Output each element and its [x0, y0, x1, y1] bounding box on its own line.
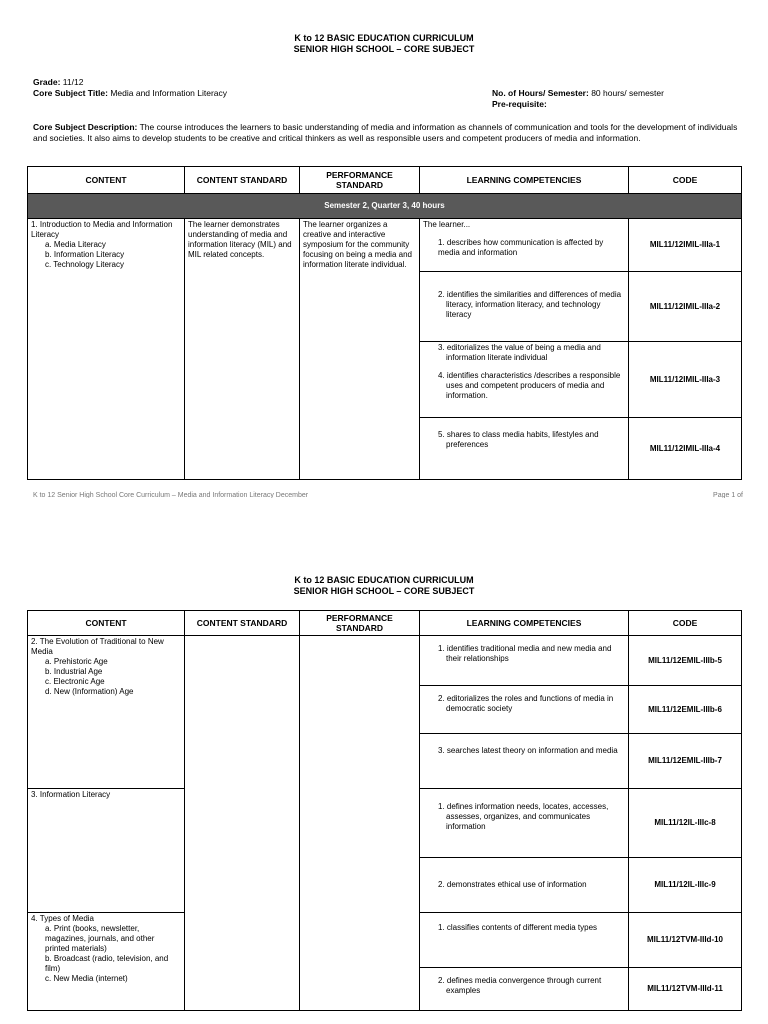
content-title: 2. The Evolution of Traditional to New Media [31, 637, 164, 656]
document-page-2 [0, 530, 768, 1024]
competency-table-page-1 [27, 166, 742, 480]
semester-row [28, 194, 742, 219]
competency-cell: 1. identifies traditional media and new media and their relationships [420, 636, 629, 686]
subject-title-label: Core Subject Title: [33, 88, 108, 98]
hours-value: 80 hours/ semester [591, 88, 664, 98]
page-footer [33, 489, 743, 498]
content-standard-cell: The learner demonstrates understanding of media and information literacy (MIL) and MIL related concepts. [185, 219, 300, 480]
competency-cell: 2. editorializes the roles and functions of media in democratic society [420, 686, 629, 734]
competency-cell: 1. defines information needs, locates, accesses, assesses, organizes, and communicates information [420, 789, 629, 858]
competency-cell: 3. editorializes the value of being a media and information literate individual 4. identifies characteristics /describes a responsible uses and competent producers of media and information. [420, 342, 629, 418]
content-title: 1. Introduction to Media and Information Literacy [31, 220, 173, 239]
competency-table-page-2 [27, 610, 742, 1011]
description-text: The course introduces the learners to basic understanding of media and information as channels of communication and tools for the development of individuals and societies. It also aims to develop students to be creative and critical thinkers as well as responsible users and competent producers of media and information. [33, 122, 738, 143]
curriculum-subtitle: SENIOR HIGH SCHOOL – CORE SUBJECT [293, 44, 475, 54]
hours-line [492, 88, 664, 99]
content-item: d. New (Information) Age [45, 687, 134, 696]
competency-cell: 3. searches latest theory on information and media [420, 734, 629, 789]
content-cell [28, 219, 185, 480]
competency-cell: 2. demonstrates ethical use of information [420, 858, 629, 913]
code-cell: MIL11/12IMIL-IIIa-4 [629, 418, 742, 480]
subject-title-value: Media and Information Literacy [110, 88, 228, 98]
curriculum-title: K to 12 BASIC EDUCATION CURRICULUM [294, 33, 474, 43]
code-cell: MIL11/12IL-IIIc-8 [629, 789, 742, 858]
performance-standard-cell [300, 636, 420, 1011]
header-content: CONTENT [28, 611, 185, 636]
footer-page-number: Page 1 of [713, 492, 743, 498]
table-row [28, 219, 742, 272]
header-code: CODE [629, 167, 742, 194]
curriculum-subtitle: SENIOR HIGH SCHOOL – CORE SUBJECT [293, 586, 475, 596]
header-learning-competencies: LEARNING COMPETENCIES [420, 611, 629, 636]
content-cell [28, 636, 185, 789]
content-item: b. Broadcast (radio, television, and film) [45, 954, 169, 973]
table-header-row [28, 611, 742, 636]
curriculum-title: K to 12 BASIC EDUCATION CURRICULUM [294, 575, 474, 585]
competency-cell [420, 219, 629, 272]
content-cell [28, 789, 185, 913]
header-learning-competencies: LEARNING COMPETENCIES [420, 167, 629, 194]
header-content: CONTENT [28, 167, 185, 194]
competency-item: 1. describes how communication is affected by media and information [438, 238, 604, 257]
content-item: b. Industrial Age [45, 667, 103, 676]
competency-cell: 5. shares to class media habits, lifestyles and preferences [420, 418, 629, 480]
code-cell: MIL11/12EMIL-IIIb-6 [629, 686, 742, 734]
header-content-standard: CONTENT STANDARD [185, 167, 300, 194]
prerequisite-line [492, 99, 547, 110]
content-title: 4. Types of Media [31, 914, 94, 923]
subject-description [33, 122, 743, 144]
content-item: b. Information Literacy [45, 250, 125, 259]
grade-value: 11/12 [62, 77, 84, 87]
footer-text: K to 12 Senior High School Core Curriculum – Media and Information Literacy December [33, 492, 309, 498]
hours-label: No. of Hours/ Semester: [492, 88, 589, 98]
content-item: a. Media Literacy [45, 240, 106, 249]
header-code: CODE [629, 611, 742, 636]
learner-intro: The learner... [423, 220, 471, 229]
code-cell: MIL11/12IMIL-IIIa-3 [629, 342, 742, 418]
code-cell: MIL11/12TVM-IIId-11 [629, 968, 742, 1011]
content-standard-cell [185, 636, 300, 1011]
description-label: Core Subject Description: [33, 122, 138, 132]
grade-line [33, 77, 83, 88]
page-gap [0, 500, 768, 530]
header-performance-standard: PERFORMANCE STANDARD [300, 611, 420, 636]
competency-cell: 1. classifies contents of different media types [420, 913, 629, 968]
grade-label: Grade: [33, 77, 61, 87]
content-item: a. Prehistoric Age [45, 657, 108, 666]
competency-cell: 2. defines media convergence through current examples [420, 968, 629, 1011]
prerequisite-label: Pre-requisite: [492, 99, 547, 109]
semester-banner: Semester 2, Quarter 3, 40 hours [28, 194, 742, 219]
content-item: c. Technology Literacy [45, 260, 125, 269]
content-title: 3. Information Literacy [31, 790, 111, 799]
document-page-1 [0, 0, 768, 500]
table-row [28, 636, 742, 686]
code-cell: MIL11/12IMIL-IIIa-1 [629, 219, 742, 272]
code-cell: MIL11/12IMIL-IIIa-2 [629, 272, 742, 342]
content-item: c. New Media (internet) [45, 974, 128, 983]
code-cell: MIL11/12IL-IIIc-9 [629, 858, 742, 913]
header-performance-standard: PERFORMANCE STANDARD [300, 167, 420, 194]
content-item: c. Electronic Age [45, 677, 105, 686]
content-item: a. Print (books, newsletter, magazines, journals, and other printed materials) [45, 924, 155, 953]
table-header-row [28, 167, 742, 194]
code-cell: MIL11/12EMIL-IIIb-7 [629, 734, 742, 789]
performance-standard-cell: The learner organizes a creative and interactive symposium for the community focusing on being a media and information literate individual. [300, 219, 420, 480]
header-content-standard: CONTENT STANDARD [185, 611, 300, 636]
competency-cell: 2. identifies the similarities and differences of media literacy, information literacy, and technology literacy [420, 272, 629, 342]
subject-title-line [33, 88, 227, 99]
code-cell: MIL11/12EMIL-IIIb-5 [629, 636, 742, 686]
content-cell [28, 913, 185, 1011]
code-cell: MIL11/12TVM-IIId-10 [629, 913, 742, 968]
